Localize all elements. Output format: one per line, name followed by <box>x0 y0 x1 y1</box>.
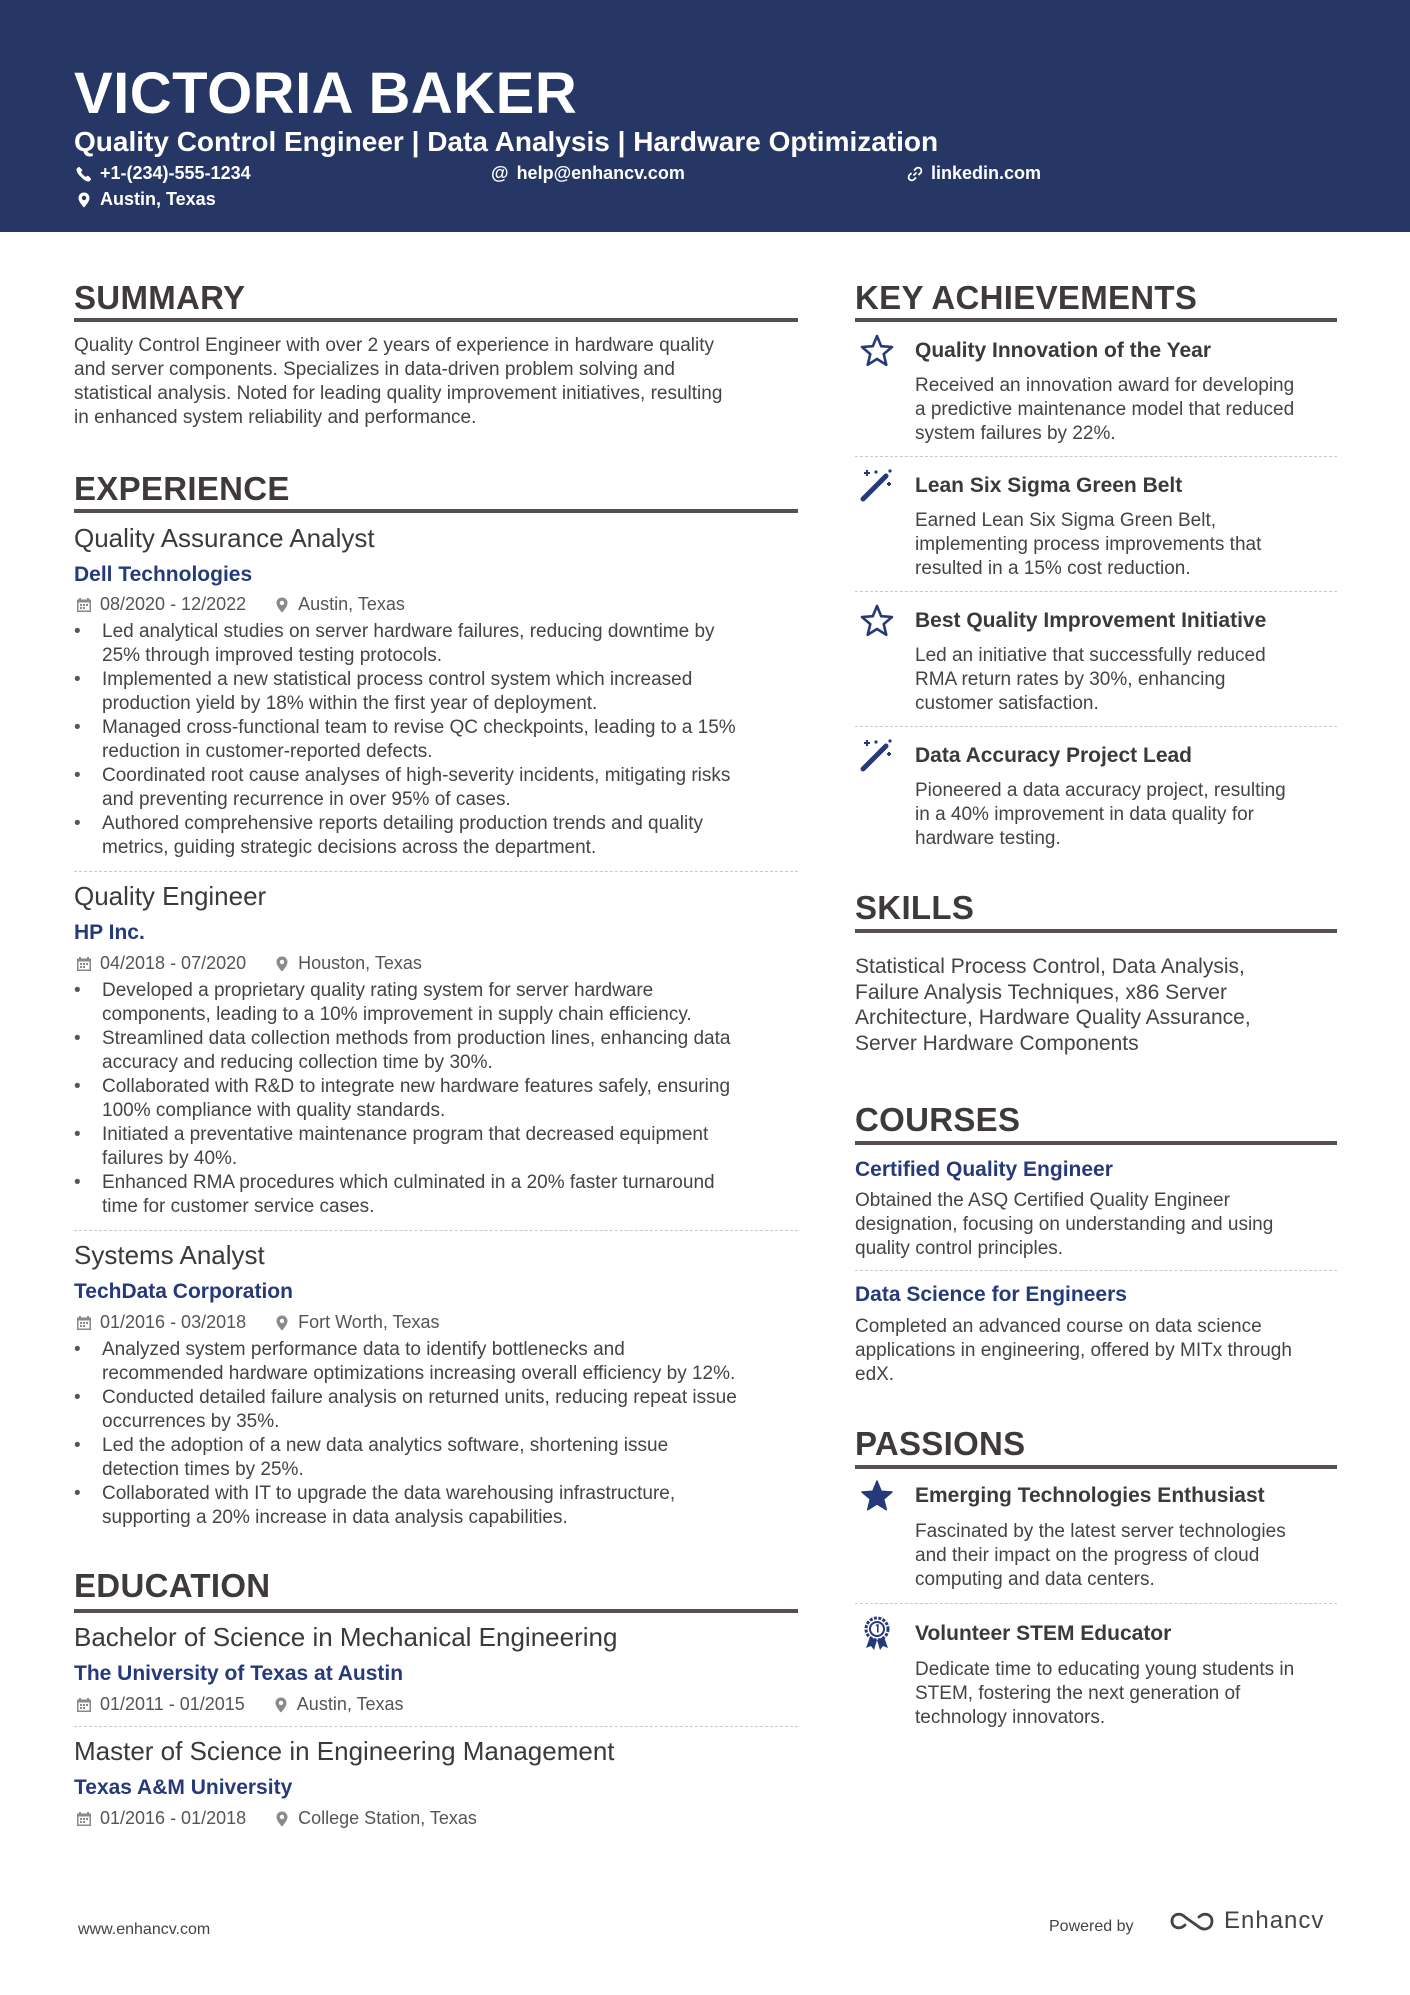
job-meta <box>76 1312 440 1333</box>
achievement-title: Lean Six Sigma Green Belt <box>915 474 1183 497</box>
education-location: Austin, Texas <box>296 1694 404 1714</box>
bullet-item: • Analyzed system performance data to identify bottlenecks and recommended hardware optimizations increasing overall efficiency by 12%. <box>74 1338 798 1386</box>
location-pin-icon <box>274 956 290 972</box>
job-dates: 01/2016 - 03/2018 <box>100 1312 247 1332</box>
achievement-desc: Led an initiative that successfully reduced RMA return rates by 30%, enhancing customer satisfaction. <box>915 645 1266 714</box>
calendar-icon <box>76 1811 92 1827</box>
phone-text: +1-(234)-555-1234 <box>100 163 251 183</box>
summary-line: in enhanced system reliability and performance. <box>74 407 477 428</box>
bullet-item: • Managed cross-functional team to revise QC checkpoints, leading to a 15% reduction in customer-reported defects. <box>74 716 798 764</box>
star-outline-icon <box>859 603 895 639</box>
achievements-rule <box>855 318 1337 322</box>
divider <box>74 1230 798 1231</box>
link-icon <box>907 166 923 182</box>
divider <box>855 591 1337 592</box>
job-role: Quality Assurance Analyst <box>74 523 375 553</box>
bullet-item: • Led analytical studies on server hardware failures, reducing downtime by 25% through improved testing protocols. <box>74 620 798 668</box>
bullet-item: • Developed a proprietary quality rating system for server hardware components, leading to a 10% improvement in supply chain efficiency. <box>74 979 798 1027</box>
divider <box>855 1270 1337 1271</box>
passions-rule <box>855 1465 1337 1469</box>
divider <box>855 456 1337 457</box>
phone-icon <box>76 166 92 182</box>
skills-rule <box>855 929 1337 933</box>
divider <box>74 1726 798 1727</box>
job-bullets <box>74 620 798 860</box>
at-icon: @ <box>491 163 509 183</box>
star-outline-icon <box>859 333 895 369</box>
education-meta <box>76 1808 477 1829</box>
linkedin-text[interactable]: linkedin.com <box>931 163 1042 183</box>
bullet-item: • Collaborated with R&D to integrate new hardware features safely, ensuring 100% compliance with quality standards. <box>74 1075 798 1123</box>
summary-line: statistical analysis. Noted for leading quality improvement initiatives, resulting <box>74 383 723 404</box>
experience-title: EXPERIENCE <box>74 470 290 507</box>
degree-title: Bachelor of Science in Mechanical Engineering <box>74 1622 618 1652</box>
location-pin-icon <box>274 1315 290 1331</box>
bullet-item: • Implemented a new statistical process control system which increased production yield by 18% within the first year of deployment. <box>74 668 798 716</box>
powered-by-text: Powered by <box>1049 1918 1134 1935</box>
education-dates: 01/2011 - 01/2015 <box>100 1694 245 1714</box>
location-pin-icon <box>76 192 92 208</box>
degree-title: Master of Science in Engineering Management <box>74 1736 615 1766</box>
candidate-headline: Quality Control Engineer | Data Analysis | Hardware Optimization <box>74 126 939 157</box>
job-location: Fort Worth, Texas <box>298 1312 440 1332</box>
job-bullets <box>74 1338 798 1530</box>
calendar-icon <box>76 1697 92 1713</box>
summary-rule <box>74 318 798 322</box>
calendar-icon <box>76 1315 92 1331</box>
summary-line: and server components. Specializes in data-driven problem solving and <box>74 359 675 380</box>
contact-linkedin[interactable] <box>907 163 1041 184</box>
calendar-icon <box>76 597 92 613</box>
achievement-desc: Earned Lean Six Sigma Green Belt, implementing process improvements that resulted in a 15% cost reduction. <box>915 510 1262 579</box>
job-company: HP Inc. <box>74 921 145 944</box>
divider <box>855 726 1337 727</box>
location-text: Austin, Texas <box>100 189 216 209</box>
course-desc: Obtained the ASQ Certified Quality Engineer designation, focusing on understanding and using quality control principles. <box>855 1190 1274 1259</box>
job-role: Quality Engineer <box>74 881 267 911</box>
education-dates: 01/2016 - 01/2018 <box>100 1808 247 1828</box>
education-rule <box>74 1609 798 1613</box>
passion-title: Volunteer STEM Educator <box>915 1622 1172 1645</box>
job-company: Dell Technologies <box>74 563 253 586</box>
achievement-title: Data Accuracy Project Lead <box>915 744 1193 767</box>
summary-line: Quality Control Engineer with over 2 years of experience in hardware quality <box>74 335 714 356</box>
course-title: Data Science for Engineers <box>855 1283 1127 1306</box>
job-dates: 04/2018 - 07/2020 <box>100 953 247 973</box>
contact-location <box>76 189 216 210</box>
job-role: Systems Analyst <box>74 1240 265 1270</box>
courses-title: COURSES <box>855 1101 1021 1138</box>
bullet-item: • Authored comprehensive reports detailing production trends and quality metrics, guiding strategic decisions across the department. <box>74 812 798 860</box>
skills-list: Statistical Process Control, Data Analysis, Failure Analysis Techniques, x86 Server Architecture, Hardware Quality Assurance, Server Hardware Components <box>855 955 1251 1055</box>
summary-title: SUMMARY <box>74 279 246 316</box>
passion-desc: Fascinated by the latest server technologies and their impact on the progress of cloud computing and data centers. <box>915 1521 1286 1590</box>
location-pin-icon <box>274 597 290 613</box>
location-pin-icon <box>274 1811 290 1827</box>
experience-rule <box>74 509 798 513</box>
education-title: EDUCATION <box>74 1567 271 1604</box>
magic-wand-icon <box>859 467 895 503</box>
location-pin-icon <box>273 1697 289 1713</box>
footer-url[interactable]: www.enhancv.com <box>78 1921 211 1938</box>
star-filled-icon <box>859 1478 895 1514</box>
school-name: Texas A&M University <box>74 1776 293 1799</box>
brand-logo[interactable] <box>1168 1907 1324 1935</box>
achievement-desc: Pioneered a data accuracy project, resulting in a 40% improvement in data quality for hardware testing. <box>915 780 1286 849</box>
achievement-title: Best Quality Improvement Initiative <box>915 609 1267 632</box>
job-dates: 08/2020 - 12/2022 <box>100 594 247 614</box>
award-medal-icon <box>859 1615 895 1651</box>
passion-title: Emerging Technologies Enthusiast <box>915 1484 1265 1507</box>
resume-header <box>0 0 1410 232</box>
job-bullets <box>74 979 798 1219</box>
summary-text <box>74 334 798 430</box>
achievement-title: Quality Innovation of the Year <box>915 339 1211 362</box>
bullet-item: • Streamlined data collection methods from production lines, enhancing data accuracy and reducing collection time by 30%. <box>74 1027 798 1075</box>
achievements-title: KEY ACHIEVEMENTS <box>855 279 1198 316</box>
job-location: Austin, Texas <box>298 594 405 614</box>
divider <box>74 871 798 872</box>
bullet-item: • Coordinated root cause analyses of high-severity incidents, mitigating risks and preventing recurrence in over 95% of cases. <box>74 764 798 812</box>
education-location: College Station, Texas <box>298 1808 477 1828</box>
bullet-item: • Enhanced RMA procedures which culminated in a 20% faster turnaround time for customer service cases. <box>74 1171 798 1219</box>
bullet-item: • Collaborated with IT to upgrade the data warehousing infrastructure, supporting a 20% increase in data analysis capabilities. <box>74 1482 798 1530</box>
divider <box>855 1603 1337 1604</box>
job-meta <box>76 953 422 974</box>
candidate-name: VICTORIA BAKER <box>74 61 578 126</box>
contact-phone <box>76 163 251 184</box>
course-desc: Completed an advanced course on data science applications in engineering, offered by MITx through edX. <box>855 1316 1292 1385</box>
course-title: Certified Quality Engineer <box>855 1158 1113 1181</box>
contact-email[interactable] <box>491 163 685 184</box>
job-location: Houston, Texas <box>298 953 422 973</box>
email-text[interactable]: help@enhancv.com <box>516 163 685 183</box>
bullet-item: • Led the adoption of a new data analytics software, shortening issue detection times by 25%. <box>74 1434 798 1482</box>
passions-title: PASSIONS <box>855 1425 1026 1462</box>
education-meta <box>76 1694 404 1715</box>
bullet-item: • Conducted detailed failure analysis on returned units, reducing repeat issue occurrences by 35%. <box>74 1386 798 1434</box>
job-company: TechData Corporation <box>74 1280 293 1303</box>
magic-wand-icon <box>859 737 895 773</box>
achievement-desc: Received an innovation award for developing a predictive maintenance model that reduced system failures by 22%. <box>915 375 1295 444</box>
passion-desc: Dedicate time to educating young students in STEM, fostering the next generation of technology innovators. <box>915 1659 1295 1728</box>
calendar-icon <box>76 956 92 972</box>
job-meta <box>76 594 405 615</box>
bullet-item: • Initiated a preventative maintenance program that decreased equipment failures by 40%. <box>74 1123 798 1171</box>
school-name: The University of Texas at Austin <box>74 1662 404 1685</box>
enhancv-logo-icon <box>1168 1908 1216 1934</box>
skills-title: SKILLS <box>855 889 975 926</box>
brand-name: Enhancv <box>1224 1907 1325 1934</box>
courses-rule <box>855 1141 1337 1145</box>
